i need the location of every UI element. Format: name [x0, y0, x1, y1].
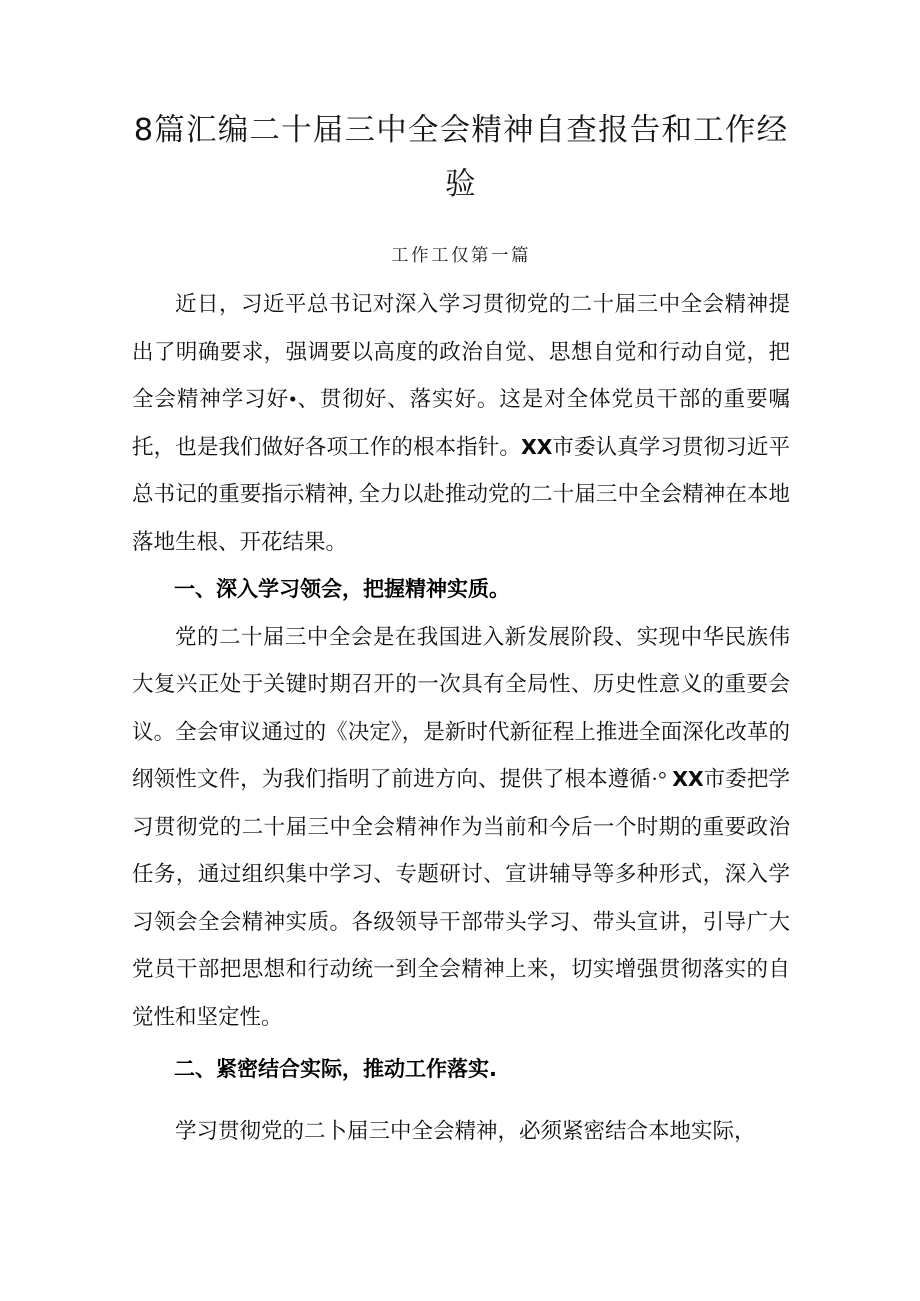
intro-paragraph-text-part-1: 近日，习近平总书记对深入学习贯彻党的二十届三中全会精神提出了明确要求，强调要以高度的政治自觉、思想自觉和行动自觉，把全会精神学习好•、贯彻好、落实好。这是对全体党员干部的重要嘱托，也是我们做好各项工作的根本指针。	[132, 292, 790, 459]
intro-paragraph-text-part-2: 市委认真学习贯彻习近平总书记的重要指示精神, 全力以赴推动党的二十届三中全会精神在本地落地生根、开花结果。	[132, 434, 790, 554]
section-heading-one: 一、深入学习领会，把握精神实质。	[174, 577, 510, 601]
section-one-text-part-1: 党的二十届三中全会是在我国进入新发展阶段、实现中华民族伟大复兴正处于关键时期召开的一次具有全局性、历史性意义的重要会议。全会审议通过的《决定》，是新时代新征程上推进全面深化改革的纲领性文件，为我们指明了前进方向、提供了根本遵循·°	[132, 624, 790, 791]
document-subtitle: 工作工仅第一篇	[391, 246, 531, 266]
section-two-paragraph: 学习贯彻党的二卜届三中全会精神，必须紧密结合本地实际，	[175, 1118, 756, 1143]
heading-two-spacer-below	[132, 1094, 790, 1108]
section-one-text-part-2: 市委把学习贯彻党的二十届三中全会精神作为当前和今后一个时期的重要政治任务，通过组织集中学习、专题研讨、宣讲辅导等多种形式，深入学习领会全会精神实质。各级领导干部带头学习、带头宣讲，引导广大党员干部把思想和行动统一到全会精神上来，切实增强贯彻落实的自觉性和坚定性。	[132, 767, 790, 1029]
section-heading-two: 二、紧密结合实际，推动工作落实.	[174, 1057, 497, 1081]
document-content	[132, 0, 790, 1155]
section-one-emphasis: XX	[672, 767, 704, 791]
section-one-paragraph	[132, 614, 790, 1042]
intro-paragraph-emphasis: XX	[521, 434, 553, 459]
intro-paragraph	[132, 269, 790, 566]
page-title: 8篇汇编二十届三中全会精神自查报告和工作经验	[133, 113, 789, 202]
